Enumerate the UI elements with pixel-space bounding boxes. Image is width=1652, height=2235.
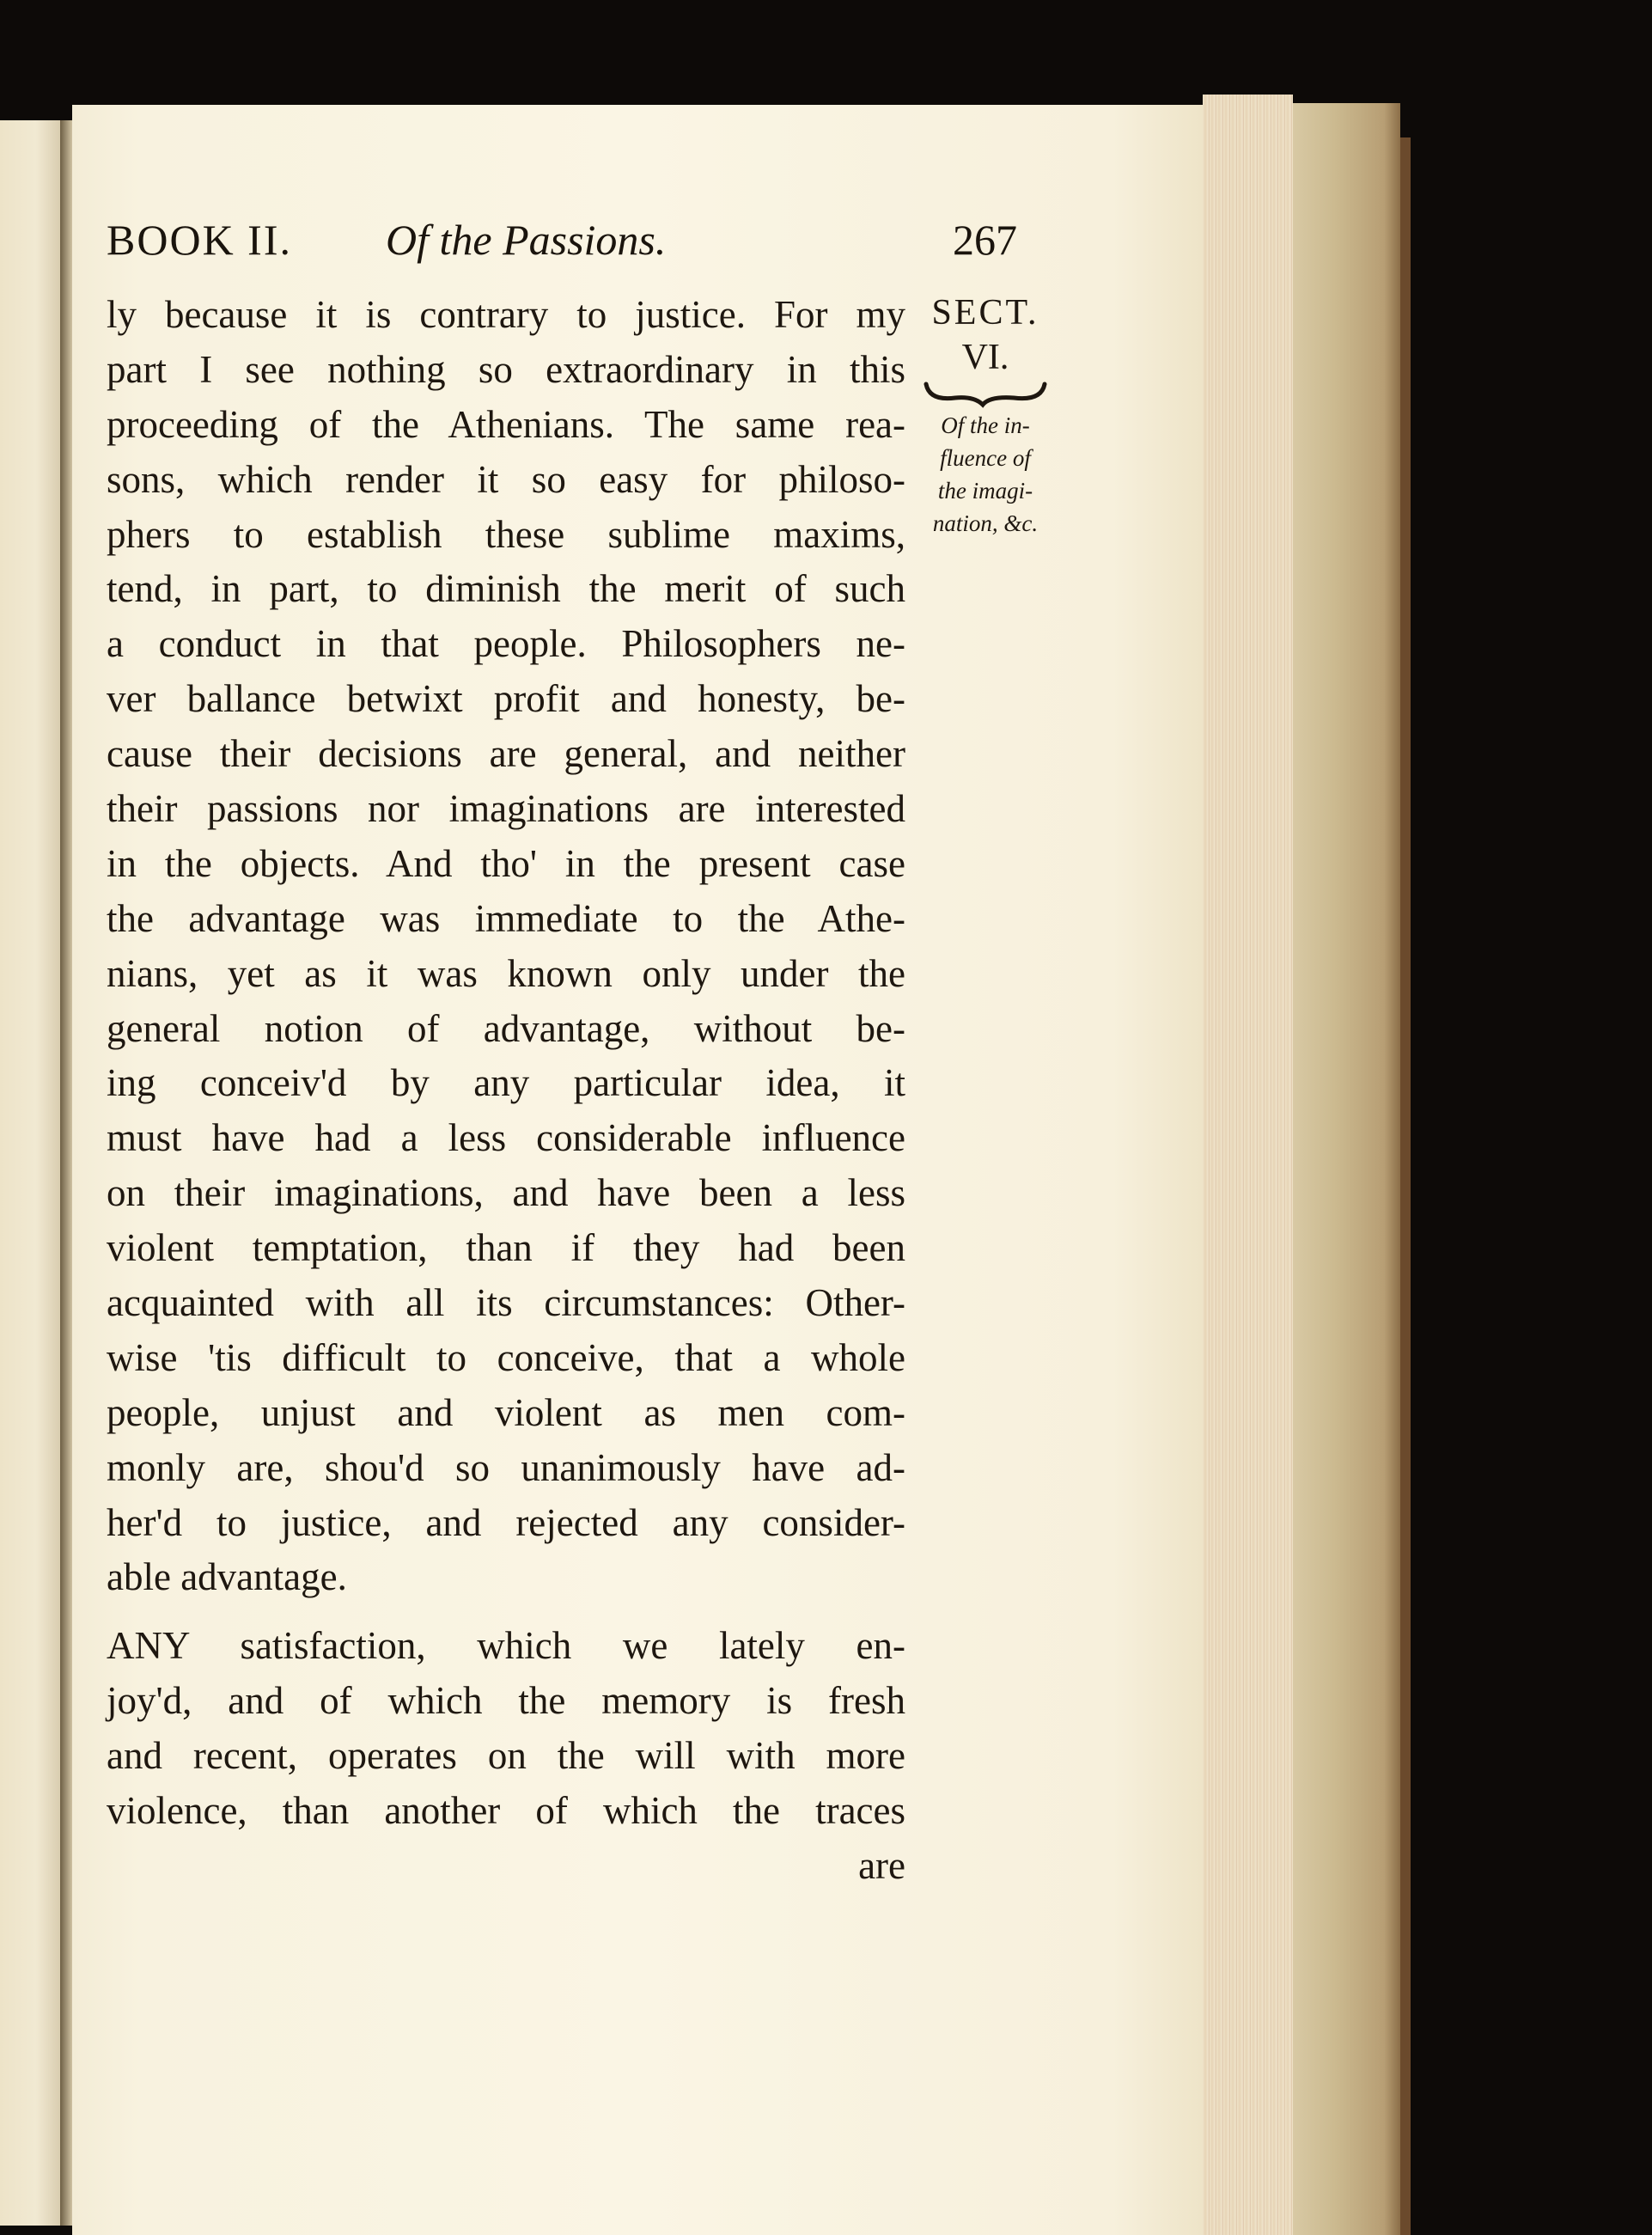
- text-line: ver ballance betwixt profit and honesty, be-: [107, 677, 905, 721]
- cover-edge: [1400, 137, 1411, 2235]
- text-line: tend, in part, to diminish the merit of such: [107, 567, 905, 611]
- text-line: people, unjust and violent as men com-: [107, 1390, 905, 1434]
- text-line: the advantage was immediate to the Athe-: [107, 896, 905, 940]
- topic-line: Of the in-: [941, 412, 1030, 438]
- text-line: must have had a less considerable influence: [107, 1116, 905, 1160]
- section-label: SECT.: [931, 293, 1039, 333]
- text-line: ing conceiv'd by any particular idea, it: [107, 1061, 905, 1105]
- text-line: in the objects. And tho' in the present case: [107, 841, 905, 885]
- facing-page-edge: [0, 120, 62, 2226]
- paragraph-line: joy'd, and of which the memory is fresh: [107, 1679, 905, 1723]
- text-line: their passions nor imaginations are interested: [107, 787, 905, 831]
- page-block-edge: [1203, 95, 1293, 2235]
- text-line: cause their decisions are general, and neither: [107, 732, 905, 776]
- text-line: a conduct in that people. Philosophers ne-: [107, 622, 905, 666]
- running-head: [107, 215, 1017, 275]
- text-line: able advantage.: [107, 1555, 347, 1599]
- page-number: 267: [953, 216, 1017, 264]
- text-line: general notion of advantage, without be-: [107, 1006, 905, 1050]
- body-text: [107, 288, 905, 1894]
- book-label: BOOK II.: [107, 216, 292, 264]
- running-title: Of the Passions.: [386, 216, 667, 264]
- topic-line: fluence of: [940, 445, 1031, 471]
- book-cover-board: [1293, 103, 1400, 2235]
- text-line: sons, which render it so easy for philoso-: [107, 457, 905, 501]
- brace-ornament: [921, 379, 1050, 408]
- paragraph-line: violence, than another of which the traces: [107, 1789, 905, 1833]
- text-line: wise 'tis difficult to conceive, that a whole: [107, 1335, 905, 1379]
- paragraph-line: ANY satisfaction, which we lately en-: [107, 1624, 905, 1668]
- text-line: her'd to justice, and rejected any consider-: [107, 1500, 905, 1544]
- margin-note: [912, 288, 1058, 539]
- text-line: part I see nothing so extraordinary in this: [107, 347, 905, 391]
- paragraph-line: and recent, operates on the will with more: [107, 1734, 905, 1778]
- text-line: violent temptation, than if they had been: [107, 1226, 905, 1270]
- gutter-shadow: [60, 120, 72, 2226]
- text-line: phers to establish these sublime maxims,: [107, 512, 905, 556]
- text-line: acquainted with all its circumstances: Other-: [107, 1281, 905, 1325]
- text-line: on their imaginations, and have been a less: [107, 1171, 905, 1215]
- topic-line: nation, &c.: [932, 510, 1039, 536]
- text-line: proceeding of the Athenians. The same rea-: [107, 402, 905, 446]
- text-line: nians, yet as it was known only under the: [107, 951, 905, 995]
- catchword: are: [858, 1843, 905, 1887]
- section-number: VI.: [961, 338, 1009, 377]
- topic-line: the imagi-: [937, 478, 1033, 504]
- text-line: monly are, shou'd so unanimously have ad-: [107, 1445, 905, 1489]
- text-line: ly because it is contrary to justice. For my: [107, 293, 905, 336]
